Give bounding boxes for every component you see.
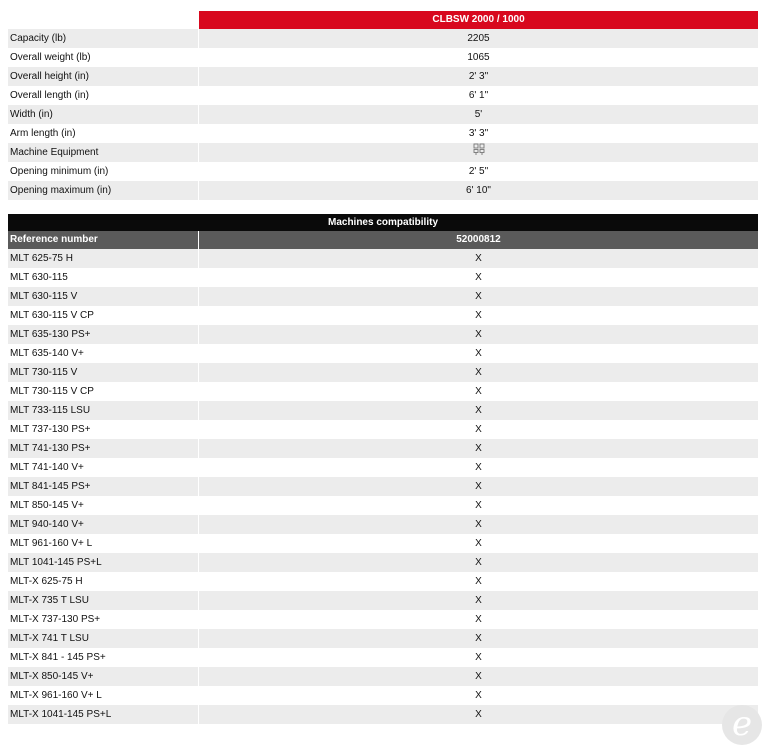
- reference-number-label: Reference number: [8, 231, 198, 249]
- machine-row: [8, 534, 758, 553]
- machine-label: MLT 961-160 V+ L: [10, 538, 93, 549]
- spec-label: Arm length (in): [10, 128, 76, 139]
- spec-label: Machine Equipment: [8, 143, 198, 162]
- machine-value: X: [475, 272, 482, 283]
- spec-value: 6' 10": [199, 181, 758, 200]
- spec-value: 1065: [467, 52, 490, 63]
- machine-row: [8, 306, 758, 325]
- machine-label: MLT-X 841 - 145 PS+: [10, 652, 106, 663]
- spec-label: Capacity (lb): [8, 29, 198, 48]
- machine-label: MLT 635-140 V+: [10, 348, 84, 359]
- spec-value: 5': [199, 105, 758, 124]
- spec-row: [8, 105, 758, 124]
- machine-value: X: [475, 538, 482, 549]
- machine-label: MLT 625-75 H: [8, 249, 198, 268]
- machine-value: X: [199, 249, 758, 268]
- machine-row: [8, 287, 758, 306]
- spec-label: Overall weight (lb): [10, 52, 91, 63]
- machine-value: X: [199, 401, 758, 420]
- machine-value: X: [475, 690, 482, 701]
- machine-row: [8, 705, 758, 724]
- machine-row: [8, 515, 758, 534]
- spec-value: 3' 3": [468, 128, 489, 139]
- machine-row: [8, 667, 758, 686]
- machine-label: MLT 940-140 V+: [8, 515, 198, 534]
- machine-value: X: [475, 310, 482, 321]
- machine-label: MLT-X 741 T LSU: [8, 629, 198, 648]
- spec-value: 2205: [199, 29, 758, 48]
- machine-row: [8, 477, 758, 496]
- machine-value: X: [475, 500, 482, 511]
- spec-value: 2' 3": [199, 67, 758, 86]
- machine-row: [8, 496, 758, 515]
- machine-value: X: [199, 591, 758, 610]
- machine-value: X: [199, 629, 758, 648]
- machine-value: X: [475, 652, 482, 663]
- machine-label: MLT-X 625-75 H: [10, 576, 83, 587]
- spec-row: [8, 48, 758, 67]
- machine-row: [8, 572, 758, 591]
- machine-row: [8, 439, 758, 458]
- spec-label: Opening minimum (in): [10, 166, 109, 177]
- machine-row: [8, 382, 758, 401]
- spec-value: 6' 1": [468, 90, 489, 101]
- machine-row: [8, 610, 758, 629]
- machine-label: MLT 630-115 V CP: [10, 310, 94, 321]
- spec-header-title: CLBSW 2000 / 1000: [199, 11, 758, 29]
- spec-row: [8, 86, 758, 105]
- machine-value: X: [199, 287, 758, 306]
- machine-value: X: [475, 576, 482, 587]
- spec-header-blank: [8, 11, 198, 29]
- spec-value: [199, 143, 758, 162]
- compatibility-table: [8, 214, 758, 724]
- machine-row: [8, 591, 758, 610]
- machine-row: [8, 344, 758, 363]
- machine-row: [8, 420, 758, 439]
- machine-label: MLT 630-115: [10, 272, 68, 283]
- machine-row: [8, 401, 758, 420]
- machine-row: [8, 648, 758, 667]
- brand-logo-icon: e: [722, 705, 762, 745]
- machine-value: X: [199, 325, 758, 344]
- machine-label: MLT-X 961-160 V+ L: [10, 690, 102, 701]
- machine-label: MLT 733-115 LSU: [8, 401, 198, 420]
- machine-value: X: [199, 363, 758, 382]
- machine-label: MLT 850-145 V+: [10, 500, 84, 511]
- machine-row: [8, 325, 758, 344]
- machine-label: MLT 630-115 V: [8, 287, 198, 306]
- machine-row: [8, 249, 758, 268]
- machine-row: [8, 553, 758, 572]
- machine-row: [8, 629, 758, 648]
- machine-value: X: [199, 667, 758, 686]
- spec-row: [8, 162, 758, 181]
- compatibility-title: Machines compatibility: [327, 217, 439, 228]
- machine-value: X: [475, 614, 482, 625]
- spec-row: [8, 29, 758, 48]
- machine-value: X: [475, 386, 482, 397]
- machine-label: MLT 730-115 V: [8, 363, 198, 382]
- machine-label: MLT 841-145 PS+: [8, 477, 198, 496]
- machine-label: MLT-X 1041-145 PS+L: [8, 705, 198, 724]
- machine-value: X: [475, 348, 482, 359]
- machine-label: MLT 635-130 PS+: [8, 325, 198, 344]
- spec-row: [8, 67, 758, 86]
- machine-label: MLT-X 850-145 V+: [8, 667, 198, 686]
- machine-row: [8, 268, 758, 287]
- machine-label: MLT-X 735 T LSU: [8, 591, 198, 610]
- machine-label: MLT 741-130 PS+: [8, 439, 198, 458]
- machine-value: X: [199, 439, 758, 458]
- spec-row: [8, 143, 758, 162]
- reference-number-row: [8, 231, 758, 249]
- spec-label: Overall length (in): [10, 90, 89, 101]
- spec-value: 2' 5": [468, 166, 489, 177]
- machine-row: [8, 686, 758, 705]
- machine-value: X: [475, 424, 482, 435]
- machine-value: X: [199, 515, 758, 534]
- machine-label: MLT-X 737-130 PS+: [10, 614, 101, 625]
- spec-label: Width (in): [8, 105, 198, 124]
- machine-row: [8, 458, 758, 477]
- machine-label: MLT 741-140 V+: [10, 462, 84, 473]
- spec-row: [8, 181, 758, 200]
- spec-table: [8, 11, 758, 200]
- fork-positioner-icon: [473, 143, 485, 163]
- spec-label: Overall height (in): [8, 67, 198, 86]
- machine-value: X: [199, 705, 758, 724]
- reference-number-value: 52000812: [199, 231, 758, 249]
- compatibility-title-row: [8, 214, 758, 231]
- machine-label: MLT 1041-145 PS+L: [8, 553, 198, 572]
- machine-value: X: [475, 462, 482, 473]
- machine-value: X: [199, 553, 758, 572]
- machine-label: MLT 730-115 V CP: [10, 386, 94, 397]
- machine-value: X: [199, 477, 758, 496]
- machine-label: MLT 737-130 PS+: [10, 424, 91, 435]
- spec-header-row: [8, 11, 758, 29]
- machine-row: [8, 363, 758, 382]
- spec-label: Opening maximum (in): [8, 181, 198, 200]
- spec-row: [8, 124, 758, 143]
